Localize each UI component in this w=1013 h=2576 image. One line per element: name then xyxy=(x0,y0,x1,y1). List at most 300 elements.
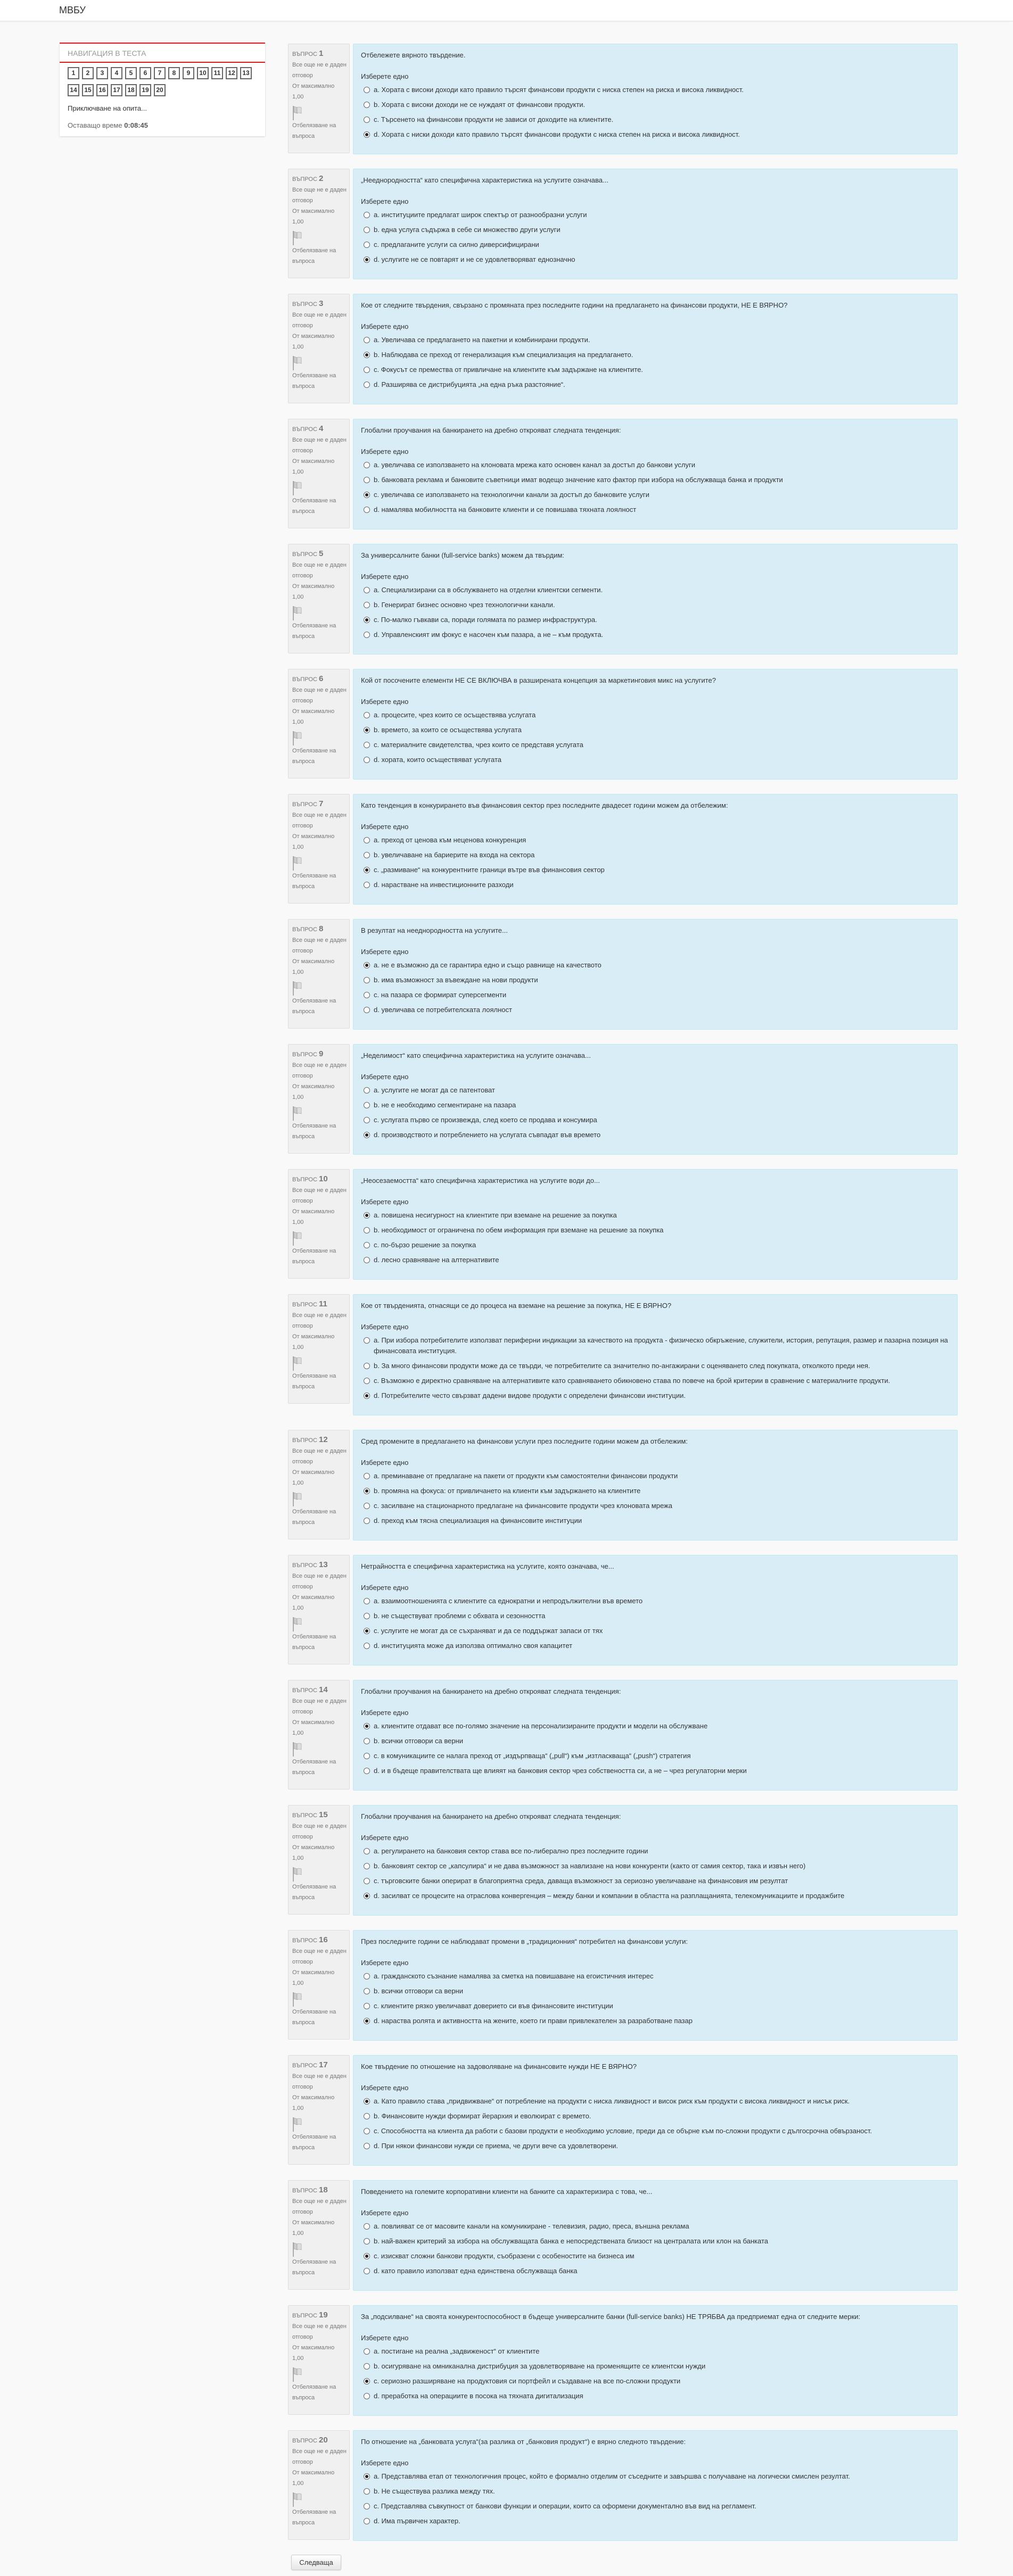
question-19 xyxy=(288,2305,958,2416)
radio-selected[interactable] xyxy=(364,2018,370,2024)
radio-selected[interactable] xyxy=(364,1132,370,1138)
answer-option[interactable] xyxy=(364,225,950,235)
radio-unselected[interactable] xyxy=(364,2348,370,2355)
radio-selected[interactable] xyxy=(364,1893,370,1899)
radio-selected[interactable] xyxy=(364,867,370,873)
radio-unselected[interactable] xyxy=(364,1378,370,1384)
answer-option[interactable] xyxy=(364,2221,950,2232)
flag-question-label[interactable]: Отбелязване на въпроса xyxy=(292,2259,336,2276)
answer-option[interactable] xyxy=(364,1335,950,1356)
answer-option[interactable] xyxy=(364,1225,950,1236)
question-number-label: ВЪПРОС xyxy=(292,1437,317,1444)
radio-selected[interactable] xyxy=(364,256,370,263)
answer-option[interactable] xyxy=(364,615,950,625)
radio-unselected[interactable] xyxy=(364,1973,370,1979)
answer-option-text: c. „размиване“ на конкурентните граници вътре във финансовия сектор xyxy=(374,866,605,874)
flag-icon[interactable] xyxy=(292,981,302,996)
answer-option[interactable] xyxy=(364,100,950,110)
radio-selected[interactable] xyxy=(364,2098,370,2105)
radio-unselected[interactable] xyxy=(364,1738,370,1744)
flag-icon[interactable] xyxy=(292,1231,302,1246)
answer-option[interactable] xyxy=(364,740,950,750)
radio-unselected[interactable] xyxy=(364,227,370,233)
question-13 xyxy=(288,1555,958,1666)
answer-option[interactable] xyxy=(364,2251,950,2262)
radio-unselected[interactable] xyxy=(364,102,370,108)
radio-unselected[interactable] xyxy=(364,632,370,638)
answer-option[interactable] xyxy=(364,835,950,846)
answer-prompt: Изберете едно xyxy=(361,197,409,205)
flag-question-label[interactable]: Отбелязване на въпроса xyxy=(292,623,336,640)
question-number-buttons xyxy=(60,63,262,96)
answer-option[interactable] xyxy=(364,2266,950,2276)
max-grade-value: 1,00 xyxy=(292,1094,304,1100)
radio-unselected[interactable] xyxy=(364,587,370,593)
radio-unselected[interactable] xyxy=(364,1518,370,1524)
question-content xyxy=(353,794,958,905)
question-nav-button-17[interactable]: 17 xyxy=(111,84,122,96)
answer-option[interactable] xyxy=(364,2346,950,2357)
flag-icon[interactable] xyxy=(292,1356,302,1371)
answer-option[interactable] xyxy=(364,850,950,860)
question-status: Все още не е даден отговор xyxy=(292,2323,347,2340)
question-nav-button-13[interactable]: 13 xyxy=(240,67,252,79)
radio-selected[interactable] xyxy=(364,962,370,968)
flag-question-label[interactable]: Отбелязване на въпроса xyxy=(292,998,336,1015)
question-number-label: ВЪПРОС xyxy=(292,1177,317,1183)
answer-option[interactable] xyxy=(364,2391,950,2401)
flag-question-label[interactable]: Отбелязване на въпроса xyxy=(292,372,336,390)
next-page-button[interactable]: Следваща xyxy=(291,2555,341,2570)
radio-unselected[interactable] xyxy=(364,1257,370,1263)
flag-question-label[interactable]: Отбелязване на въпроса xyxy=(292,2134,336,2151)
radio-unselected[interactable] xyxy=(364,2518,370,2524)
question-nav-button-14[interactable]: 14 xyxy=(68,84,79,96)
answer-option[interactable] xyxy=(364,2111,950,2122)
radio-unselected[interactable] xyxy=(364,337,370,343)
answer-option[interactable] xyxy=(364,990,950,1000)
answer-option[interactable] xyxy=(364,1100,950,1111)
question-info-panel xyxy=(288,1044,350,1154)
flag-question-label[interactable]: Отбелязване на въпроса xyxy=(292,1634,336,1651)
answer-option[interactable] xyxy=(364,1005,950,1015)
radio-unselected[interactable] xyxy=(364,2503,370,2509)
question-text: За универсалните банки (full-service banks) можем да твърдим: xyxy=(361,551,564,559)
answer-option-text: a. повлияват се от масовите канали на комуникиране - телевизия, радио, преса, външна реклама xyxy=(374,2222,689,2230)
answer-option-text: a. увеличава се използването на клоновата мрежа като основен канал за достъп до банкови услуги xyxy=(374,461,695,469)
answer-option[interactable] xyxy=(364,629,950,640)
radio-selected[interactable] xyxy=(364,727,370,733)
question-info-panel xyxy=(288,2430,350,2540)
radio-selected[interactable] xyxy=(364,131,370,138)
answer-option[interactable] xyxy=(364,1240,950,1250)
answer-option-text: b. банковата реклама и банковите съветници имат водещо значение като фактор при избора на обслужваща банка и продукти xyxy=(374,476,783,484)
radio-unselected[interactable] xyxy=(364,1227,370,1233)
flag-icon[interactable] xyxy=(292,1867,302,1882)
answer-option-text: a. не е възможно да се гарантира едно и също равнище на качеството xyxy=(374,961,602,969)
answer-option-text: c. предлаганите услуги са силно диверсифицирани xyxy=(374,241,539,249)
question-16 xyxy=(288,1930,958,2041)
answer-option[interactable] xyxy=(364,239,950,250)
question-content xyxy=(353,44,958,154)
answer-option[interactable] xyxy=(364,2516,950,2527)
answer-option[interactable] xyxy=(364,1611,950,1621)
answer-option[interactable] xyxy=(364,335,950,345)
answer-option[interactable] xyxy=(364,2001,950,2011)
answer-option-text: b. За много финансови продукти може да се твърди, че потребителите са значително по-ангажирани с оценяването след покупката, отколкото преди нея. xyxy=(374,1362,870,1370)
answer-option[interactable] xyxy=(364,504,950,515)
radio-unselected[interactable] xyxy=(364,2393,370,2399)
flag-question-label[interactable]: Отбелязване на въпроса xyxy=(292,1123,336,1140)
radio-unselected[interactable] xyxy=(364,1768,370,1774)
question-status: Все още не е даден отговор xyxy=(292,437,347,454)
answer-option[interactable] xyxy=(364,1641,950,1651)
flag-icon[interactable] xyxy=(292,2492,302,2507)
radio-unselected[interactable] xyxy=(364,1337,370,1344)
question-content xyxy=(353,1430,958,1540)
radio-unselected[interactable] xyxy=(364,1007,370,1013)
answer-option[interactable] xyxy=(364,2486,950,2497)
radio-unselected[interactable] xyxy=(364,477,370,483)
answer-option[interactable] xyxy=(364,210,950,220)
answer-option[interactable] xyxy=(364,475,950,485)
answer-option[interactable] xyxy=(364,2126,950,2136)
max-grade-label: От максимално xyxy=(292,1719,335,1726)
answer-option-text: c. По-малко гъвкави са, поради голямата по размер инфраструктура. xyxy=(374,616,597,624)
radio-unselected[interactable] xyxy=(364,1363,370,1369)
answer-option-text: d. преход към тясна специализация на финансовите институции xyxy=(374,1517,582,1525)
flag-icon[interactable] xyxy=(292,230,302,245)
answer-option[interactable] xyxy=(364,1130,950,1140)
radio-selected[interactable] xyxy=(364,1723,370,1729)
answer-option-text: b. Не съществува разлика между тях. xyxy=(374,2487,495,2495)
radio-unselected[interactable] xyxy=(364,1643,370,1649)
answer-option-text: b. една услуга съдържа в себе си множество други услуги xyxy=(374,226,561,234)
max-grade-label: От максимално xyxy=(292,1969,335,1976)
answer-option[interactable] xyxy=(364,1115,950,1125)
radio-unselected[interactable] xyxy=(364,1848,370,1854)
answer-option[interactable] xyxy=(364,254,950,265)
question-number-label: ВЪПРОС xyxy=(292,2313,317,2319)
question-number-label: ВЪПРОС xyxy=(292,1812,317,1819)
radio-unselected[interactable] xyxy=(364,1878,370,1884)
question-text: Отбележете вярното твърдение. xyxy=(361,51,466,59)
question-nav-button-16[interactable]: 16 xyxy=(96,84,108,96)
answer-option[interactable] xyxy=(364,960,950,971)
answer-prompt: Изберете едно xyxy=(361,1198,409,1206)
radio-unselected[interactable] xyxy=(364,852,370,858)
flag-icon[interactable] xyxy=(292,1992,302,2007)
answer-option-text: d. Управленският им фокус е насочен към пазара, а не – към продукта. xyxy=(374,631,604,639)
answer-option[interactable] xyxy=(364,1486,950,1496)
answer-option[interactable] xyxy=(364,1255,950,1265)
answer-option[interactable] xyxy=(364,1085,950,1096)
answer-option[interactable] xyxy=(364,1376,950,1386)
answer-option[interactable] xyxy=(364,1876,950,1886)
answer-prompt: Изберете едно xyxy=(361,948,409,956)
radio-unselected[interactable] xyxy=(364,1988,370,1994)
answer-option[interactable] xyxy=(364,1986,950,1997)
answer-option[interactable] xyxy=(364,1846,950,1857)
flag-icon[interactable] xyxy=(292,2367,302,2382)
question-nav-button-19[interactable]: 19 xyxy=(139,84,151,96)
question-18 xyxy=(288,2180,958,2291)
flag-question-label[interactable]: Отбелязване на въпроса xyxy=(292,1759,336,1776)
question-nav-button-5[interactable]: 5 xyxy=(125,67,137,79)
answer-option[interactable] xyxy=(364,1751,950,1761)
question-nav-button-11[interactable]: 11 xyxy=(211,67,223,79)
answer-option[interactable] xyxy=(364,865,950,875)
answer-option[interactable] xyxy=(364,600,950,610)
question-nav-button-6[interactable]: 6 xyxy=(139,67,151,79)
radio-unselected[interactable] xyxy=(364,1613,370,1619)
radio-unselected[interactable] xyxy=(364,602,370,608)
flag-icon[interactable] xyxy=(292,2117,302,2132)
flag-question-label[interactable]: Отбелязване на въпроса xyxy=(292,2384,336,2401)
flag-icon[interactable] xyxy=(292,481,302,495)
answer-option[interactable] xyxy=(364,1596,950,1606)
question-nav-button-12[interactable]: 12 xyxy=(226,67,237,79)
question-content xyxy=(353,294,958,404)
answer-option[interactable] xyxy=(364,85,950,95)
flag-icon[interactable] xyxy=(292,856,302,871)
answer-option[interactable] xyxy=(364,2361,950,2372)
question-info-panel xyxy=(288,1169,350,1279)
radio-unselected[interactable] xyxy=(364,1102,370,1108)
answer-option-text: a. повишена несигурност на клиентите при вземане на решение за покупка xyxy=(374,1211,617,1219)
radio-selected[interactable] xyxy=(364,2473,370,2480)
answer-option[interactable] xyxy=(364,710,950,720)
radio-unselected[interactable] xyxy=(364,837,370,843)
radio-selected[interactable] xyxy=(364,1488,370,1494)
radio-unselected[interactable] xyxy=(364,2128,370,2134)
question-status: Все още не е даден отговор xyxy=(292,1312,347,1329)
flag-question-label[interactable]: Отбелязване на въпроса xyxy=(292,1884,336,1901)
flag-icon[interactable] xyxy=(292,2242,302,2257)
question-number-value: 3 xyxy=(319,299,324,308)
radio-unselected[interactable] xyxy=(364,992,370,998)
radio-unselected[interactable] xyxy=(364,2238,370,2244)
radio-unselected[interactable] xyxy=(364,712,370,718)
answer-option-text: a. гражданското съзнание намалява за сметка на повишаване на егоистичния интерес xyxy=(374,1972,654,1980)
question-number-value: 13 xyxy=(319,1560,328,1569)
radio-unselected[interactable] xyxy=(364,1863,370,1869)
max-grade-value: 1,00 xyxy=(292,1605,304,1611)
question-nav-button-1[interactable]: 1 xyxy=(68,67,79,79)
radio-selected[interactable] xyxy=(364,1628,370,1634)
max-grade-label: От максимално xyxy=(292,208,335,214)
answer-option[interactable] xyxy=(364,1501,950,1511)
answer-option[interactable] xyxy=(364,350,950,360)
finish-attempt-link[interactable]: Приключване на опита... xyxy=(68,104,147,112)
answer-option[interactable] xyxy=(364,2501,950,2512)
max-grade-value: 1,00 xyxy=(292,844,304,850)
flag-question-label[interactable]: Отбелязване на въпроса xyxy=(292,2509,336,2526)
question-number-label: ВЪПРОС xyxy=(292,1302,317,1308)
flag-question-label[interactable]: Отбелязване на въпроса xyxy=(292,2009,336,2026)
radio-unselected[interactable] xyxy=(364,2143,370,2149)
question-content xyxy=(353,2055,958,2166)
answer-option-text: c. на пазара се формират суперсегменти xyxy=(374,991,507,999)
radio-selected[interactable] xyxy=(364,492,370,498)
answer-option[interactable] xyxy=(364,1891,950,1901)
flag-icon[interactable] xyxy=(292,105,302,120)
radio-selected[interactable] xyxy=(364,1212,370,1219)
max-grade-label: От максимално xyxy=(292,1594,335,1601)
flag-icon[interactable] xyxy=(292,1492,302,1506)
site-brand-link[interactable]: МВБУ xyxy=(59,5,86,15)
question-number xyxy=(292,1685,347,1696)
question-number xyxy=(292,799,347,810)
radio-unselected[interactable] xyxy=(364,367,370,373)
question-nav-button-15[interactable]: 15 xyxy=(82,84,94,96)
answer-option[interactable] xyxy=(364,2016,950,2026)
answer-option-text: b. Наблюдава се преход от генерализация към специализация на предлагането. xyxy=(374,351,633,359)
radio-selected[interactable] xyxy=(364,2378,370,2384)
question-number-value: 2 xyxy=(319,174,324,183)
answer-option[interactable] xyxy=(364,1861,950,1871)
answer-option[interactable] xyxy=(364,1515,950,1526)
flag-icon[interactable] xyxy=(292,1106,302,1121)
answer-option[interactable] xyxy=(364,1471,950,1481)
answer-option[interactable] xyxy=(364,1971,950,1982)
radio-unselected[interactable] xyxy=(364,2113,370,2119)
question-6 xyxy=(288,669,958,780)
answer-prompt: Изберете едно xyxy=(361,1073,409,1081)
question-number xyxy=(292,1299,347,1310)
max-grade-value: 1,00 xyxy=(292,969,304,975)
question-number-value: 19 xyxy=(319,2310,328,2320)
radio-unselected[interactable] xyxy=(364,1242,370,1248)
radio-unselected[interactable] xyxy=(364,742,370,748)
radio-unselected[interactable] xyxy=(364,882,370,888)
question-nav-button-18[interactable]: 18 xyxy=(125,84,137,96)
flag-question-label[interactable]: Отбелязване на въпроса xyxy=(292,122,336,139)
flag-question-label[interactable]: Отбелязване на въпроса xyxy=(292,247,336,264)
radio-selected[interactable] xyxy=(364,617,370,623)
answer-prompt: Изберете едно xyxy=(361,322,409,330)
flag-question-label[interactable]: Отбелязване на въпроса xyxy=(292,498,336,515)
answer-option[interactable] xyxy=(364,365,950,375)
radio-unselected[interactable] xyxy=(364,87,370,93)
flag-question-label[interactable]: Отбелязване на въпроса xyxy=(292,1373,336,1390)
flag-icon[interactable] xyxy=(292,731,302,746)
answer-option-text: a. преход от ценова към неценова конкуренция xyxy=(374,836,526,844)
radio-unselected[interactable] xyxy=(364,507,370,513)
flag-icon[interactable] xyxy=(292,355,302,370)
answer-option-text: a. взаимоотношенията с клиентите са еднократни и непродължителни във времето xyxy=(374,1597,643,1605)
answer-option[interactable] xyxy=(364,129,950,140)
answer-option[interactable] xyxy=(364,975,950,985)
max-grade-value: 1,00 xyxy=(292,1480,304,1486)
answer-option[interactable] xyxy=(364,725,950,735)
question-8 xyxy=(288,919,958,1030)
radio-unselected[interactable] xyxy=(364,1087,370,1094)
radio-selected[interactable] xyxy=(364,2253,370,2259)
answer-option[interactable] xyxy=(364,1210,950,1221)
answer-option[interactable] xyxy=(364,2376,950,2387)
radio-unselected[interactable] xyxy=(364,977,370,983)
flag-question-label[interactable]: Отбелязване на въпроса xyxy=(292,1248,336,1265)
radio-unselected[interactable] xyxy=(364,1753,370,1759)
question-4 xyxy=(288,419,958,529)
question-nav-button-8[interactable]: 8 xyxy=(168,67,180,79)
radio-unselected[interactable] xyxy=(364,2268,370,2274)
answer-option[interactable] xyxy=(364,2096,950,2107)
question-nav-button-7[interactable]: 7 xyxy=(154,67,166,79)
max-grade-label: От максимално xyxy=(292,83,335,89)
time-remaining xyxy=(68,121,148,129)
question-nav-button-9[interactable]: 9 xyxy=(183,67,194,79)
flag-question-label[interactable]: Отбелязване на въпроса xyxy=(292,873,336,890)
question-nav-button-3[interactable]: 3 xyxy=(96,67,108,79)
radio-unselected[interactable] xyxy=(364,1598,370,1604)
answer-option[interactable] xyxy=(364,880,950,890)
answer-option[interactable] xyxy=(364,2236,950,2247)
radio-unselected[interactable] xyxy=(364,242,370,248)
answer-option[interactable] xyxy=(364,114,950,125)
answer-option[interactable] xyxy=(364,755,950,765)
radio-selected[interactable] xyxy=(364,1393,370,1399)
answer-option[interactable] xyxy=(364,1361,950,1371)
radio-unselected[interactable] xyxy=(364,2223,370,2230)
radio-selected[interactable] xyxy=(364,352,370,358)
radio-unselected[interactable] xyxy=(364,2003,370,2009)
question-nav-button-20[interactable]: 20 xyxy=(154,84,166,96)
question-text: Кое от твърденията, отнасящи се до процеса на вземане на решение за покупка, НЕ Е ВЯРНО? xyxy=(361,1302,672,1310)
answer-option[interactable] xyxy=(364,1736,950,1746)
answer-option[interactable] xyxy=(364,379,950,390)
question-info-panel xyxy=(288,294,350,403)
answer-option[interactable] xyxy=(364,1626,950,1636)
answer-option-text: a. Специализирани са в обслужването на отделни клиентски сегменти. xyxy=(374,586,603,594)
flag-icon[interactable] xyxy=(292,1742,302,1757)
radio-unselected[interactable] xyxy=(364,1473,370,1479)
radio-unselected[interactable] xyxy=(364,1503,370,1509)
question-text: Кое твърдение по отношение на задоволяване на финансовите нужди НЕ Е ВЯРНО? xyxy=(361,2063,637,2070)
radio-unselected[interactable] xyxy=(364,212,370,218)
question-number-value: 14 xyxy=(319,1685,328,1694)
flag-question-label[interactable]: Отбелязване на въпроса xyxy=(292,748,336,765)
answer-option[interactable] xyxy=(364,1766,950,1776)
radio-unselected[interactable] xyxy=(364,117,370,123)
answer-option[interactable] xyxy=(364,2141,950,2151)
answer-option[interactable] xyxy=(364,490,950,500)
question-nav-button-10[interactable]: 10 xyxy=(197,67,209,79)
question-info-panel xyxy=(288,1680,350,1790)
radio-unselected[interactable] xyxy=(364,2363,370,2370)
radio-unselected[interactable] xyxy=(364,757,370,763)
radio-unselected[interactable] xyxy=(364,2488,370,2495)
flag-icon[interactable] xyxy=(292,606,302,620)
radio-unselected[interactable] xyxy=(364,382,370,388)
answer-option-text: a. процесите, чрез които се осъществява услугата xyxy=(374,711,536,719)
answer-option[interactable] xyxy=(364,460,950,470)
answer-option-text: a. При избора потребителите използват периферни индикации за качеството на продукта - физическо обкръжение, служители, история, репутация, размер и пазарна позиция на финансовата институция. xyxy=(374,1336,948,1355)
flag-question-label[interactable]: Отбелязване на въпроса xyxy=(292,1509,336,1526)
answer-option[interactable] xyxy=(364,2471,950,2482)
radio-unselected[interactable] xyxy=(364,462,370,468)
flag-icon[interactable] xyxy=(292,1617,302,1631)
question-nav-button-2[interactable]: 2 xyxy=(82,67,94,79)
answer-option[interactable] xyxy=(364,585,950,595)
answer-option[interactable] xyxy=(364,1390,950,1401)
radio-unselected[interactable] xyxy=(364,1117,370,1123)
question-number-label: ВЪПРОС xyxy=(292,1051,317,1058)
answer-option[interactable] xyxy=(364,1721,950,1732)
question-nav-button-4[interactable]: 4 xyxy=(111,67,122,79)
answer-option-text: a. институциите предлагат широк спектър от разнообразни услуги xyxy=(374,211,587,219)
